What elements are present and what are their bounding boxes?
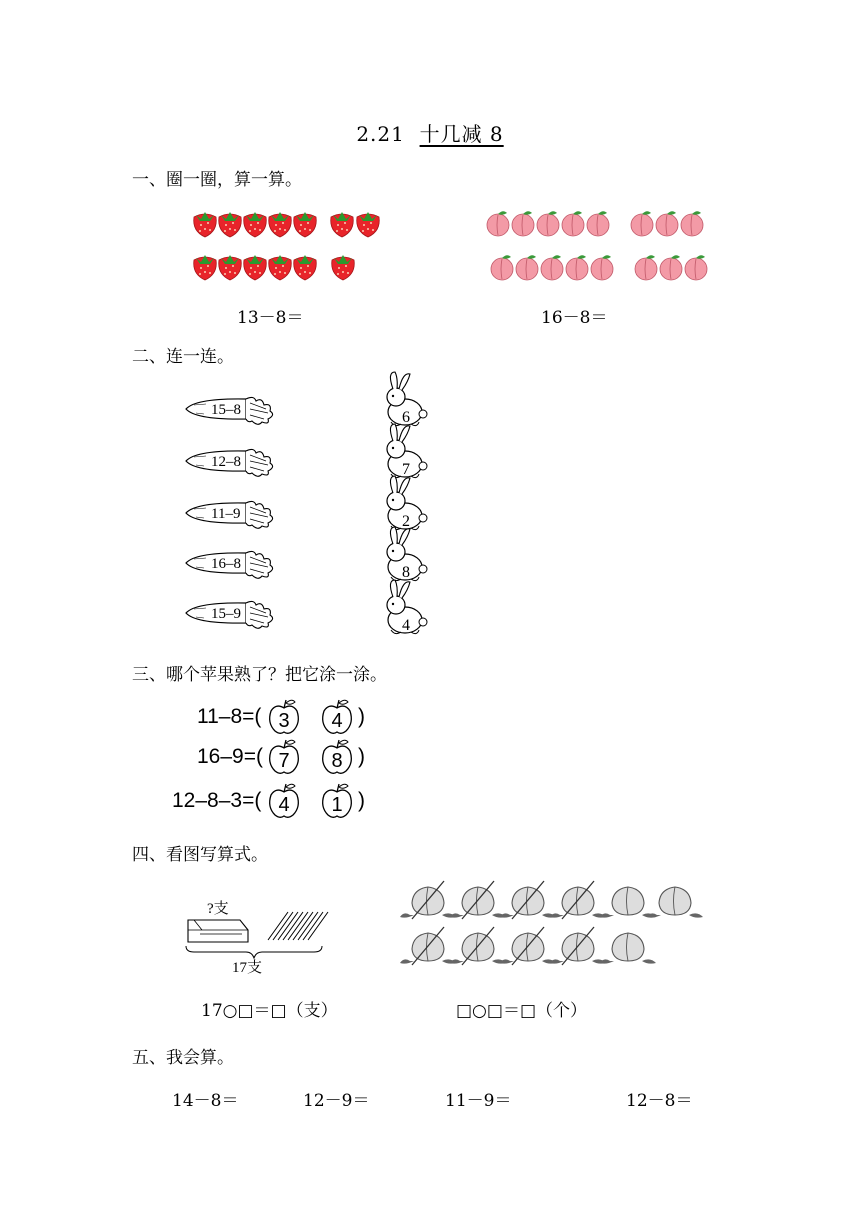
apple-1a-label: 3 bbox=[278, 710, 290, 732]
section-3-heading: 三、哪个苹果熟了？把它涂一涂。 bbox=[132, 665, 387, 685]
rabbit-label-4: 8 bbox=[402, 564, 410, 581]
apple-close-3: ) bbox=[358, 789, 365, 812]
apple-3a-label: 4 bbox=[278, 794, 290, 816]
pencil-total-label: 17支 bbox=[232, 960, 263, 976]
carrot-label-5: 15–9 bbox=[211, 606, 241, 622]
carrot-label-1: 15–8 bbox=[211, 402, 241, 418]
rabbit-label-5: 4 bbox=[402, 617, 410, 634]
equation-16-8: 16－8＝ bbox=[541, 308, 608, 328]
rabbit-label-3: 2 bbox=[402, 513, 410, 530]
title-prefix: 2.21 bbox=[356, 122, 405, 146]
carrot-label-4: 16–8 bbox=[211, 556, 241, 572]
carrot-label-2: 12–8 bbox=[211, 454, 241, 470]
calc-3: 11－9＝ bbox=[445, 1091, 512, 1111]
section-1-heading: 一、圈一圈，算一算。 bbox=[132, 170, 302, 190]
section-4-heading: 四、看图写算式。 bbox=[132, 845, 268, 865]
apple-2a-label: 7 bbox=[278, 750, 290, 772]
section-2-heading: 二、连一连。 bbox=[132, 347, 234, 367]
apple-expr-1: 11–8=( bbox=[197, 705, 262, 728]
apple-expr-2: 16–9=( bbox=[197, 745, 263, 768]
calc-4: 12－8＝ bbox=[626, 1091, 693, 1111]
section-5-heading: 五、我会算。 bbox=[132, 1048, 234, 1068]
apple-3b-label: 1 bbox=[331, 794, 343, 816]
calc-1: 14－8＝ bbox=[172, 1091, 239, 1111]
rabbit-label-1: 6 bbox=[402, 409, 410, 426]
calc-2: 12－9＝ bbox=[303, 1091, 370, 1111]
apple-expr-3: 12–8–3=( bbox=[172, 789, 262, 812]
apple-1b-label: 4 bbox=[331, 710, 343, 732]
peach-cross-illustration bbox=[400, 875, 710, 975]
pencil-equation: 17○□＝□（支） bbox=[201, 1001, 338, 1021]
apple-2b-label: 8 bbox=[331, 750, 343, 772]
apple-close-1: ) bbox=[358, 705, 365, 728]
pencil-unknown-label: ?支 bbox=[207, 901, 229, 917]
title-main: 十几减 8 bbox=[419, 122, 504, 146]
apple-close-2: ) bbox=[358, 745, 365, 768]
rabbit-label-2: 7 bbox=[402, 461, 410, 478]
carrot-label-3: 11–9 bbox=[211, 506, 241, 522]
equation-13-8: 13－8＝ bbox=[237, 308, 304, 328]
peach-equation: □○□＝□（个） bbox=[456, 1001, 588, 1021]
